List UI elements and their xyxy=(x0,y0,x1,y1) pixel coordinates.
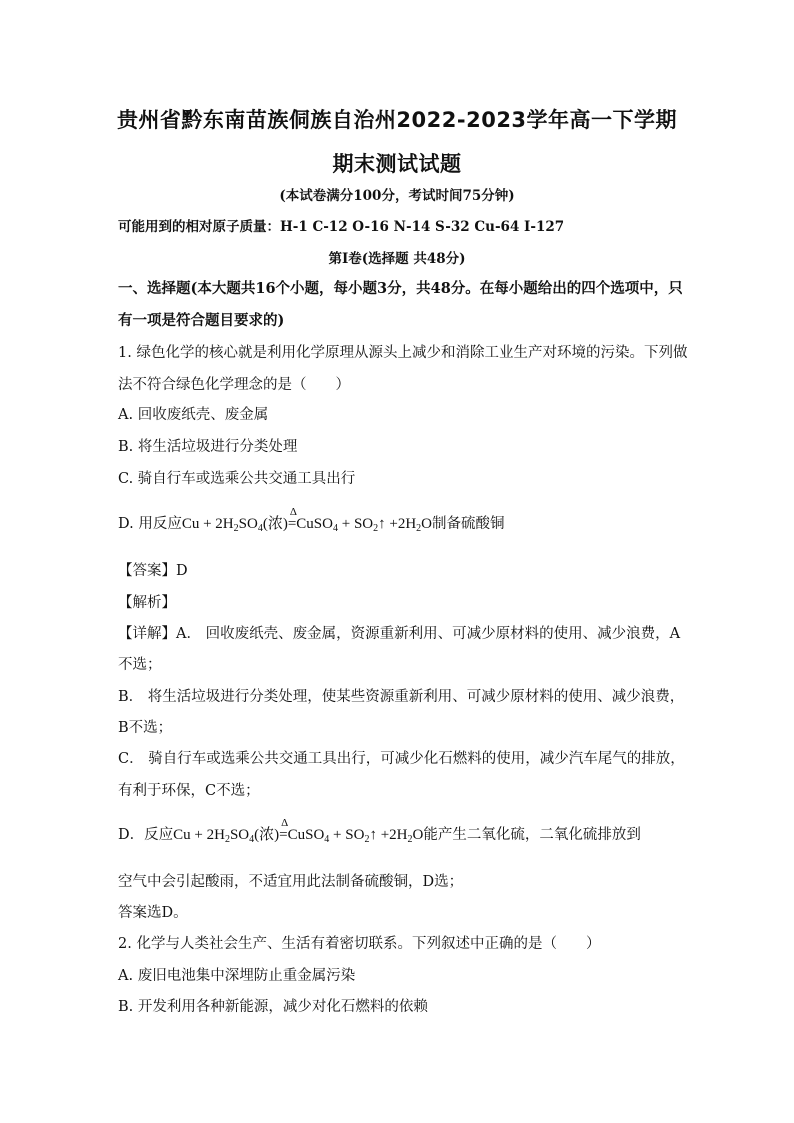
reaction-equation: $Cu + 2H_2SO_4$(浓) Δ =CuSO$_4$ + $SO_2↑ +2H_2O$ xyxy=(181,506,433,534)
q1-detail-d2: 空气中会引起酸雨，不适宜用此法制备硫酸铜，D选； xyxy=(118,874,464,890)
q1-detail-c1: C． 骑自行车或选乘公共交通工具出行，可减少化石燃料的使用，减少汽车尾气的排放， xyxy=(118,751,685,767)
q1-stem-a: 1. 绿色化学的核心就是利用化学原理从源头上减少和消除工业生产对环境的污染。下列做 xyxy=(118,345,688,361)
title-line-2: 期末测试试题 xyxy=(332,152,462,176)
gas-arrow: ↑ xyxy=(378,516,386,532)
q1-detail-d1 xyxy=(118,817,678,845)
q1-detail-a2: 不选； xyxy=(118,657,162,673)
q1-detail-b1: B． 将生活垃圾进行分类处理，使某些资源重新利用、可减少原材料的使用、减少浪费， xyxy=(118,689,685,705)
part1-heading-a: 一、选择题(本大题共16个小题，每小题3分，共48分。在每小题给出的四个选项中，只 xyxy=(118,280,683,297)
part1-heading-b: 有一项是符合题目要求的) xyxy=(118,312,285,329)
q1-option-d xyxy=(118,506,678,534)
q1-stem-b: 法不符合绿色化学理念的是（ ） xyxy=(118,377,350,393)
q1-option-d-suffix: 制备硫酸铜 xyxy=(432,516,505,532)
q1-answer: 【答案】D xyxy=(118,563,188,579)
q1-option-c: C. 骑自行车或选乘公共交通工具出行 xyxy=(118,471,356,487)
q1-option-a: A. 回收废纸壳、废金属 xyxy=(118,407,269,423)
q1-option-d-prefix: D. 用反应 xyxy=(118,516,182,532)
q2-stem: 2. 化学与人类社会生产、生活有着密切联系。下列叙述中正确的是（ ） xyxy=(118,936,601,952)
gas-arrow-2: ↑ xyxy=(369,827,377,843)
q1-option-b: B. 将生活垃圾进行分类处理 xyxy=(118,439,298,455)
section-heading: 第I卷(选择题 共48分) xyxy=(328,251,466,267)
q1-conclusion: 答案选D。 xyxy=(118,905,188,921)
heat-condition-2: Δ = xyxy=(279,817,289,843)
q1-detail-c2: 有利于环保，C不选； xyxy=(118,783,260,799)
q1-detail-d-suffix: 能产生二氧化硫，二氧化硫排放到 xyxy=(423,827,641,843)
q2-option-a: A. 废旧电池集中深埋防止重金属污染 xyxy=(118,968,356,984)
q1-analysis-label: 【解析】 xyxy=(118,595,176,611)
q1-detail-a1: 【详解】A． 回收废纸壳、废金属，资源重新利用、可减少原材料的使用、减少浪费，A xyxy=(118,626,681,642)
q2-option-b: B. 开发利用各种新能源，减少对化石燃料的依赖 xyxy=(118,999,428,1015)
atomic-mass-line: 可能用到的相对原子质量：H-1 C-12 O-16 N-14 S-32 Cu-64 I-127 xyxy=(118,219,565,235)
heat-condition: Δ = xyxy=(287,506,297,532)
exam-note: (本试卷满分100分，考试时间75分钟) xyxy=(279,188,515,204)
title-line-1: 贵州省黔东南苗族侗族自治州2022-2023学年高一下学期 xyxy=(116,108,678,132)
q1-detail-b2: B不选； xyxy=(118,720,173,736)
reaction-equation-2: $Cu + 2H_2SO_4$(浓) Δ =CuSO$_4$ + $SO_2↑ +2H_2O$ xyxy=(173,817,424,845)
q1-detail-d-prefix: D．反应 xyxy=(118,827,174,843)
